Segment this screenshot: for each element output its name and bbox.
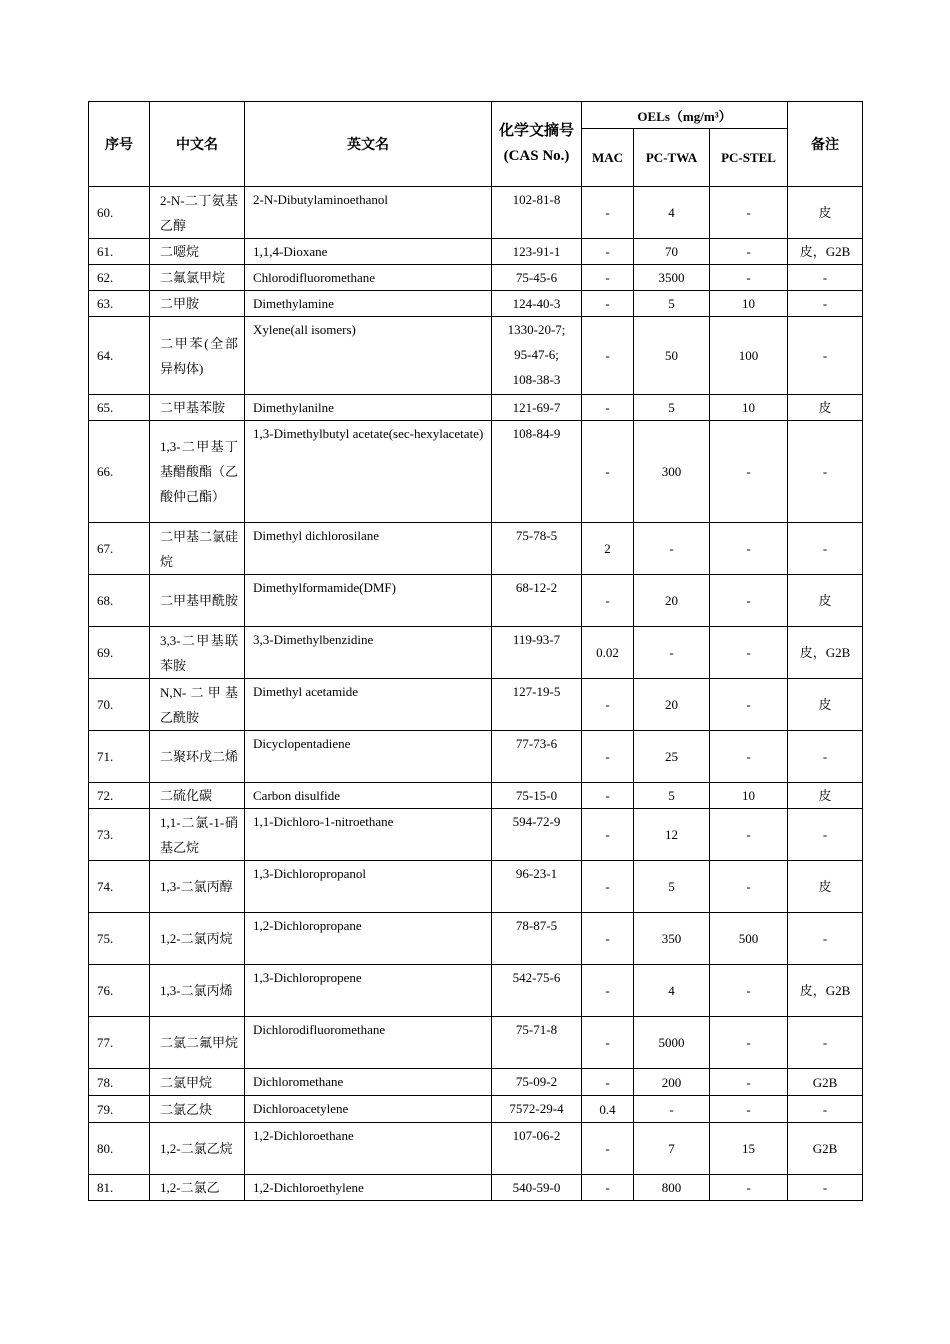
stel-value: - [710, 421, 788, 523]
english-name: Carbon disulfide [245, 783, 492, 809]
twa-value: 5 [634, 783, 710, 809]
cas-number [492, 317, 582, 395]
row-number: 66. [89, 421, 150, 523]
twa-value: 20 [634, 679, 710, 731]
cas-number [492, 731, 582, 783]
english-name: 1,2-Dichloroethylene [245, 1175, 492, 1201]
cas-line: 108-84-9 [512, 426, 561, 441]
twa-value: 25 [634, 731, 710, 783]
english-name: 1,1-Dichloro-1-nitroethane [245, 809, 492, 861]
cas-number [492, 679, 582, 731]
stel-value: - [710, 1069, 788, 1096]
mac-value: - [582, 265, 634, 291]
chinese-name: 二噁烷 [150, 239, 245, 265]
cas-line: 121-69-7 [512, 400, 561, 415]
stel-value: 100 [710, 317, 788, 395]
cas-number [492, 1069, 582, 1096]
twa-value: 20 [634, 575, 710, 627]
twa-value: 5 [634, 291, 710, 317]
note-value: - [788, 317, 863, 395]
mac-value: 2 [582, 523, 634, 575]
note-value: 皮 [788, 783, 863, 809]
english-name: Dichloroacetylene [245, 1096, 492, 1123]
stel-value: 10 [710, 291, 788, 317]
english-name: Chlorodifluoromethane [245, 265, 492, 291]
cas-number [492, 627, 582, 679]
table-row [89, 1069, 863, 1096]
chinese-name: 二氯甲烷 [150, 1069, 245, 1096]
twa-value: 4 [634, 965, 710, 1017]
cas-number [492, 1175, 582, 1201]
cas-line: 68-12-2 [515, 580, 558, 595]
chinese-name: 3,3-二甲基联苯胺 [150, 627, 245, 679]
english-name: 1,3-Dimethylbutyl acetate(sec-hexylacetate) [245, 421, 492, 523]
mac-value: - [582, 1069, 634, 1096]
chinese-name: 1,3-二氯丙烯 [150, 965, 245, 1017]
stel-value: - [710, 265, 788, 291]
english-name: 3,3-Dimethylbenzidine [245, 627, 492, 679]
english-name: 1,2-Dichloroethane [245, 1123, 492, 1175]
cas-number [492, 1123, 582, 1175]
note-value: 皮 [788, 861, 863, 913]
cas-line: 75-45-6 [515, 270, 558, 285]
english-name: Xylene(all isomers) [245, 317, 492, 395]
note-value: - [788, 421, 863, 523]
table-row [89, 1096, 863, 1123]
table-row [89, 809, 863, 861]
row-number: 76. [89, 965, 150, 1017]
note-value: - [788, 1175, 863, 1201]
cas-number [492, 1096, 582, 1123]
mac-value: - [582, 317, 634, 395]
note-value: 皮 [788, 187, 863, 239]
chinese-name: 二聚环戊二烯 [150, 731, 245, 783]
stel-value: 10 [710, 783, 788, 809]
cas-number [492, 239, 582, 265]
stel-value: - [710, 523, 788, 575]
stel-value: - [710, 1175, 788, 1201]
mac-value: - [582, 1175, 634, 1201]
cas-line: 123-91-1 [512, 244, 561, 259]
row-number: 62. [89, 265, 150, 291]
cas-line: 75-09-2 [515, 1074, 558, 1089]
note-value: 皮 [788, 395, 863, 421]
header-note: 备注 [788, 102, 863, 187]
table-row [89, 861, 863, 913]
twa-value: 4 [634, 187, 710, 239]
cas-line: 124-40-3 [512, 296, 561, 311]
cas-line: 75-71-8 [515, 1022, 558, 1037]
chinese-name: 1,2-二氯乙 [150, 1175, 245, 1201]
english-name: Dichlorodifluoromethane [245, 1017, 492, 1069]
cas-line: 75-15-0 [515, 788, 558, 803]
row-number: 74. [89, 861, 150, 913]
chinese-name: 2-N-二丁氨基乙醇 [150, 187, 245, 239]
twa-value: - [634, 627, 710, 679]
stel-value: - [710, 861, 788, 913]
note-value: - [788, 291, 863, 317]
table-row [89, 627, 863, 679]
mac-value: - [582, 809, 634, 861]
stel-value: - [710, 679, 788, 731]
note-value: G2B [788, 1069, 863, 1096]
row-number: 79. [89, 1096, 150, 1123]
cas-line: 78-87-5 [515, 918, 558, 933]
row-number: 65. [89, 395, 150, 421]
english-name: Dimethyl acetamide [245, 679, 492, 731]
row-number: 77. [89, 1017, 150, 1069]
row-number: 61. [89, 239, 150, 265]
english-name: Dimethylanilne [245, 395, 492, 421]
cas-number [492, 809, 582, 861]
row-number: 63. [89, 291, 150, 317]
twa-value: 3500 [634, 265, 710, 291]
note-value: 皮，G2B [788, 627, 863, 679]
cas-number [492, 575, 582, 627]
row-number: 69. [89, 627, 150, 679]
table-row [89, 291, 863, 317]
row-number: 81. [89, 1175, 150, 1201]
table-row [89, 575, 863, 627]
stel-value: - [710, 239, 788, 265]
twa-value: 5 [634, 395, 710, 421]
chinese-name: 二氯乙炔 [150, 1096, 245, 1123]
cas-line: 594-72-9 [512, 814, 561, 829]
twa-value: 50 [634, 317, 710, 395]
row-number: 71. [89, 731, 150, 783]
row-number: 68. [89, 575, 150, 627]
stel-value: - [710, 1096, 788, 1123]
mac-value: - [582, 421, 634, 523]
english-name: Dichloromethane [245, 1069, 492, 1096]
cas-line: 7572-29-4 [509, 1101, 564, 1116]
cas-line: 108-38-3 [512, 372, 561, 387]
cas-line: 96-23-1 [515, 866, 558, 881]
chinese-name: 二甲胺 [150, 291, 245, 317]
note-value: 皮，G2B [788, 965, 863, 1017]
chinese-name: 二甲基甲酰胺 [150, 575, 245, 627]
stel-value: 10 [710, 395, 788, 421]
twa-value: 70 [634, 239, 710, 265]
cas-line: 540-59-0 [512, 1180, 561, 1195]
cas-number [492, 395, 582, 421]
header-no: 序号 [89, 102, 150, 187]
table-row [89, 679, 863, 731]
cas-number [492, 523, 582, 575]
table-row [89, 265, 863, 291]
stel-value: - [710, 965, 788, 1017]
mac-value: - [582, 239, 634, 265]
twa-value: - [634, 523, 710, 575]
header-cn: 中文名 [150, 102, 245, 187]
english-name: 1,3-Dichloropropanol [245, 861, 492, 913]
table-row [89, 1175, 863, 1201]
chinese-name: 1,2-二氯乙烷 [150, 1123, 245, 1175]
cas-line: 1330-20-7; [507, 322, 566, 337]
row-number: 64. [89, 317, 150, 395]
cas-line: 102-81-8 [512, 192, 561, 207]
twa-value: 350 [634, 913, 710, 965]
english-name: Dimethylformamide(DMF) [245, 575, 492, 627]
table-row [89, 421, 863, 523]
cas-line: 127-19-5 [512, 684, 561, 699]
note-value: - [788, 809, 863, 861]
stel-value: - [710, 809, 788, 861]
note-value: G2B [788, 1123, 863, 1175]
table-row [89, 1123, 863, 1175]
cas-number [492, 913, 582, 965]
header-mac: MAC [582, 129, 634, 187]
stel-value: - [710, 731, 788, 783]
note-value: - [788, 1017, 863, 1069]
row-number: 72. [89, 783, 150, 809]
english-name: Dicyclopentadiene [245, 731, 492, 783]
table-row [89, 187, 863, 239]
cas-number [492, 1017, 582, 1069]
chinese-name: 1,2-二氯丙烷 [150, 913, 245, 965]
mac-value: - [582, 861, 634, 913]
note-value: - [788, 265, 863, 291]
row-number: 67. [89, 523, 150, 575]
chinese-name: 1,1-二氯-1-硝基乙烷 [150, 809, 245, 861]
mac-value: - [582, 575, 634, 627]
row-number: 80. [89, 1123, 150, 1175]
header-en: 英文名 [245, 102, 492, 187]
mac-value: - [582, 965, 634, 1017]
row-number: 75. [89, 913, 150, 965]
cas-number [492, 861, 582, 913]
stel-value: 15 [710, 1123, 788, 1175]
row-number: 60. [89, 187, 150, 239]
cas-number [492, 783, 582, 809]
row-number: 70. [89, 679, 150, 731]
cas-line: 95-47-6; [514, 347, 559, 362]
table-row [89, 965, 863, 1017]
mac-value: - [582, 1017, 634, 1069]
note-value: - [788, 523, 863, 575]
twa-value: 800 [634, 1175, 710, 1201]
twa-value: - [634, 1096, 710, 1123]
english-name: Dimethylamine [245, 291, 492, 317]
mac-value: - [582, 187, 634, 239]
cas-number [492, 421, 582, 523]
cas-number [492, 187, 582, 239]
mac-value: - [582, 395, 634, 421]
cas-line: 119-93-7 [512, 632, 561, 647]
table-row [89, 913, 863, 965]
table-row [89, 317, 863, 395]
table-row [89, 731, 863, 783]
english-name: 1,1,4-Dioxane [245, 239, 492, 265]
cas-number [492, 291, 582, 317]
header-cas: 化学文摘号(CAS No.) [492, 102, 582, 187]
table-body [89, 187, 863, 1201]
english-name: 1,2-Dichloropropane [245, 913, 492, 965]
mac-value: - [582, 783, 634, 809]
cas-line: 75-78-5 [515, 528, 558, 543]
chinese-name: 二硫化碳 [150, 783, 245, 809]
mac-value: - [582, 913, 634, 965]
row-number: 73. [89, 809, 150, 861]
chinese-name: 1,3-二氯丙醇 [150, 861, 245, 913]
stel-value: - [710, 187, 788, 239]
header-stel: PC-STEL [710, 129, 788, 187]
header-oels: OELs（mg/m³） [582, 102, 788, 129]
english-name: Dimethyl dichlorosilane [245, 523, 492, 575]
note-value: 皮 [788, 575, 863, 627]
cas-number [492, 965, 582, 1017]
table-row [89, 239, 863, 265]
note-value: 皮，G2B [788, 239, 863, 265]
twa-value: 7 [634, 1123, 710, 1175]
mac-value: - [582, 731, 634, 783]
mac-value: - [582, 1123, 634, 1175]
cas-number [492, 265, 582, 291]
twa-value: 300 [634, 421, 710, 523]
stel-value: - [710, 627, 788, 679]
chinese-name: 二甲苯(全部异构体) [150, 317, 245, 395]
twa-value: 200 [634, 1069, 710, 1096]
mac-value: 0.4 [582, 1096, 634, 1123]
note-value: 皮 [788, 679, 863, 731]
cas-line: 542-75-6 [512, 970, 561, 985]
note-value: - [788, 913, 863, 965]
chinese-name: 二氟氯甲烷 [150, 265, 245, 291]
twa-value: 5000 [634, 1017, 710, 1069]
note-value: - [788, 731, 863, 783]
oel-table [88, 101, 863, 1201]
cas-line: 107-06-2 [512, 1128, 561, 1143]
chinese-name: 二甲基苯胺 [150, 395, 245, 421]
table-row [89, 523, 863, 575]
table-row [89, 1017, 863, 1069]
row-number: 78. [89, 1069, 150, 1096]
stel-value: - [710, 1017, 788, 1069]
note-value: - [788, 1096, 863, 1123]
chinese-name: 二氯二氟甲烷 [150, 1017, 245, 1069]
header-twa: PC-TWA [634, 129, 710, 187]
english-name: 1,3-Dichloropropene [245, 965, 492, 1017]
mac-value: - [582, 291, 634, 317]
twa-value: 12 [634, 809, 710, 861]
table-row [89, 783, 863, 809]
english-name: 2-N-Dibutylaminoethanol [245, 187, 492, 239]
mac-value: - [582, 679, 634, 731]
mac-value: 0.02 [582, 627, 634, 679]
chinese-name: N,N-二甲基乙酰胺 [150, 679, 245, 731]
twa-value: 5 [634, 861, 710, 913]
chinese-name: 二甲基二氯硅烷 [150, 523, 245, 575]
stel-value: - [710, 575, 788, 627]
stel-value: 500 [710, 913, 788, 965]
cas-line: 77-73-6 [515, 736, 558, 751]
chinese-name: 1,3-二甲基丁基醋酸酯（乙酸仲己酯） [150, 421, 245, 523]
table-row [89, 395, 863, 421]
